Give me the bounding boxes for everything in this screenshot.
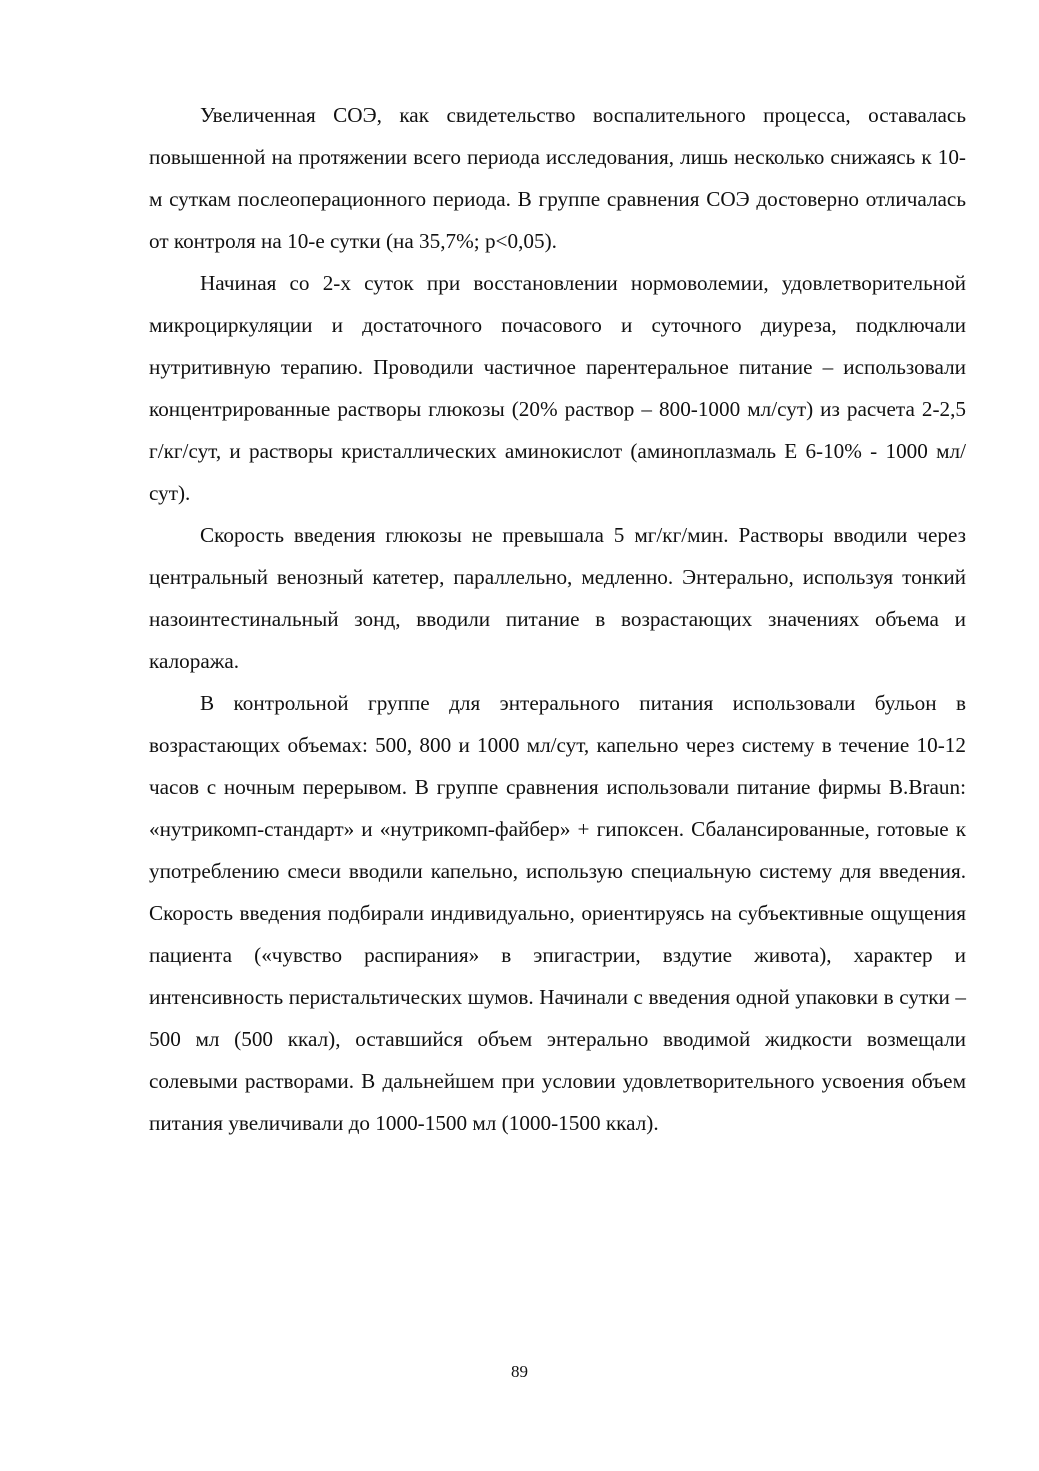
paragraph-glucose-rate: Скорость введения глюкозы не превышала 5 мг/кг/мин. Растворы вводили через центральный венозный катетер, параллельно, медленно. Энтерально, используя тонкий назоинтестинальный зонд, вводили питание в возрастающих значениях объема и калоража. [149, 523, 966, 673]
page-number: 89 [511, 1362, 528, 1381]
document-body [149, 94, 966, 1144]
paragraph-parenteral-nutrition: Начиная со 2-х суток при восстановлении нормоволемии, удовлетворительной микроциркуляции и достаточного почасового и суточного диуреза, подключали нутритивную терапию. Проводили частичное парентеральное питание – использовали концентрированные растворы глюкозы (20% раствор – 800-1000 мл/сут) из расчета 2-2,5 г/кг/сут, и растворы кристаллических аминокислот (аминоплазмаль Е 6-10% - 1000 мл/сут). [149, 271, 966, 505]
paragraph-esr: Увеличенная СОЭ, как свидетельство воспалительного процесса, оставалась повышенной на протяжении всего периода исследования, лишь несколько снижаясь к 10-м суткам послеоперационного периода. В группе сравнения СОЭ достоверно отличалась от контроля на 10-е сутки (на 35,7%; р<0,05). [149, 103, 966, 253]
paragraph-enteral-nutrition: В контрольной группе для энтерального питания использовали бульон в возрастающих объемах: 500, 800 и 1000 мл/сут, капельно через систему в течение 10-12 часов с ночным перерывом. В группе сравнения использовали питание фирмы B.Braun: «нутрикомп-стандарт» и «нутрикомп-файбер» + гипоксен. Сбалансированные, готовые к употреблению смеси вводили капельно, использую специальную систему для введения. Скорость введения подбирали индивидуально, ориентируясь на субъективные ощущения пациента («чувство распирания» в эпигастрии, вздутие живота), характер и интенсивность перистальтических шумов. Начинали с введения одной упаковки в сутки – 500 мл (500 ккал), оставшийся объем энтерально вводимой жидкости возмещали солевыми растворами. В дальнейшем при условии удовлетворительного усвоения объем питания увеличивали до 1000-1500 мл (1000-1500 ккал). [149, 691, 966, 1135]
